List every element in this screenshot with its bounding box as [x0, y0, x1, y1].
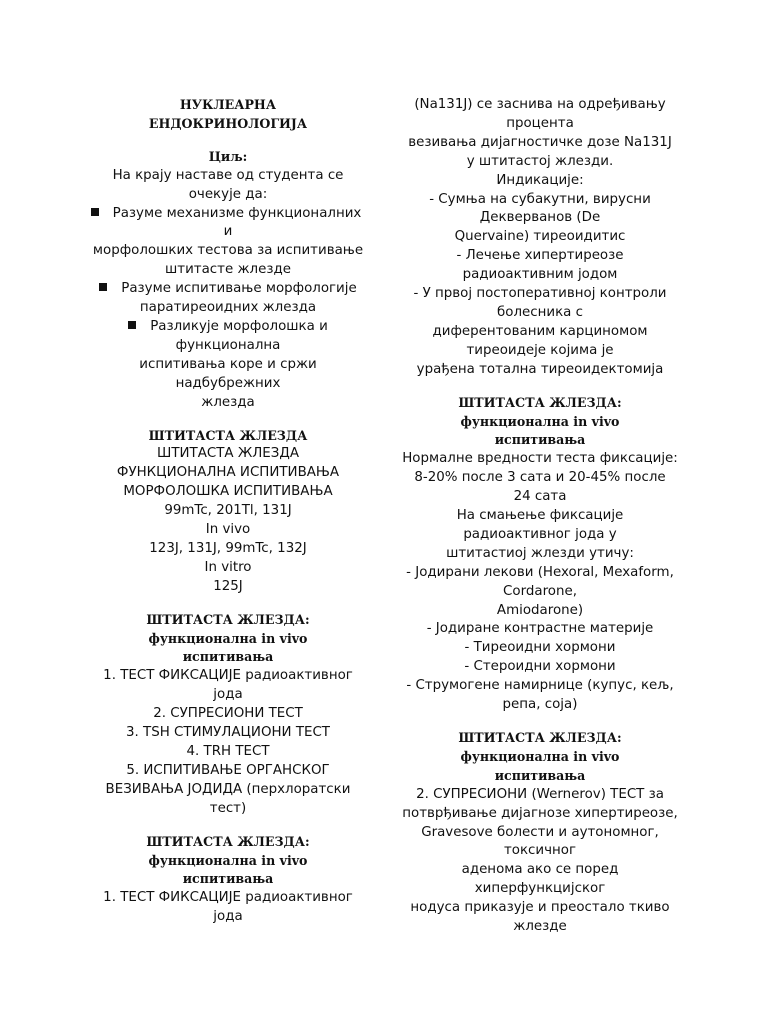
- section-line: ВЕЗИВАЊА ЈОДИДА (перхлоратски: [105, 781, 351, 797]
- section-subheading: функционална in vivo: [148, 630, 308, 646]
- section-subheading: испитивања: [182, 871, 274, 887]
- bullet-text-line: функционална: [175, 337, 281, 353]
- bullet-text: Разуме механизме функционалних: [112, 205, 362, 221]
- bullet-text-line: штитасте жлезде: [165, 262, 291, 278]
- bullet-item: [90, 318, 366, 337]
- intro-line: болесника с: [497, 304, 583, 320]
- document-title-line-2: ЕНДОКРИНОЛОГИЈА: [148, 115, 308, 131]
- section-subheading: испитивања: [494, 767, 586, 783]
- section-line: нодуса приказује и преостало ткиво: [410, 900, 670, 916]
- section-line: репа, соја): [502, 697, 578, 713]
- intro-line: На крају наставе од студента се: [112, 167, 344, 183]
- square-bullet-icon: [99, 283, 107, 291]
- intro-line: - Лечење хипертиреозе: [456, 248, 624, 264]
- intro-line: у штитастој жлезди.: [466, 153, 614, 169]
- intro-line: - У првој постоперативној контроли: [413, 286, 667, 302]
- section-line: In vivo: [205, 522, 251, 538]
- intro-line: (Na131J) се заснива на одређивању: [414, 97, 666, 112]
- section-line: Gravesove болести и аутономног,: [421, 824, 659, 840]
- section-line: штитастиој жлезди утичу:: [446, 545, 634, 561]
- section-line: тест): [209, 800, 247, 816]
- bullet-text-line: жлезда: [201, 394, 255, 410]
- left-column: [90, 96, 366, 927]
- section-line: хиперфункцијског: [474, 881, 606, 897]
- section-subheading: функционална in vivo: [460, 413, 620, 429]
- section-line: - Струмогене намирнице (купус, кељ,: [406, 678, 674, 694]
- section-line: ШТИТАСТА ЖЛЕЗДА: [157, 446, 299, 462]
- section-subheading: испитивања: [182, 649, 274, 665]
- intro-line: урађена тотална тиреоидектомија: [416, 361, 664, 377]
- section-line: - Стероидни хормони: [464, 659, 616, 675]
- section-line: 24 сата: [513, 489, 567, 505]
- section-heading: ШТИТАСТА ЖЛЕЗДА:: [458, 394, 622, 410]
- section-line: потврђивање дијагнозе хипертиреозе,: [402, 805, 678, 821]
- section-line: 1. ТЕСТ ФИКСАЦИЈЕ радиоактивног: [103, 668, 353, 684]
- section-line: Нормалне вредности теста фиксације:: [402, 451, 678, 467]
- document-title-line-1: НУКЛЕАРНА: [179, 97, 277, 112]
- section-line: радиоактивног јода у: [463, 526, 617, 542]
- spacer: [90, 597, 366, 611]
- section-line: 99mTc, 201Tl, 131J: [164, 503, 292, 519]
- section-line: 4. TRH ТЕСТ: [186, 744, 270, 759]
- spacer: [398, 715, 682, 729]
- intro-line: тиреоидеје којима је: [466, 342, 614, 358]
- section-subheading: функционална in vivo: [148, 852, 308, 868]
- section-subheading: испитивања: [494, 432, 586, 448]
- bullet-item: [88, 205, 364, 224]
- section-heading: ШТИТАСТА ЖЛЕЗДА: [148, 427, 308, 443]
- intro-line: везивања дијагностичке дозе Na131J: [408, 134, 672, 150]
- section-line: ФУНКЦИОНАЛНА ИСПИТИВАЊА: [116, 465, 340, 481]
- section-heading: ШТИТАСТА ЖЛЕЗДА:: [146, 611, 310, 627]
- spacer: [90, 413, 366, 427]
- section-line: жлезде: [513, 919, 567, 935]
- goal-heading: Циљ:: [208, 148, 248, 164]
- intro-line: Quervaine) тиреоидитис: [454, 229, 626, 245]
- intro-line: процента: [506, 115, 574, 131]
- section-line: 1. ТЕСТ ФИКСАЦИЈЕ радиоактивног: [103, 890, 353, 906]
- section-heading: ШТИТАСТА ЖЛЕЗДА:: [146, 833, 310, 849]
- spacer: [90, 819, 366, 833]
- spacer: [90, 134, 366, 148]
- bullet-text: Разликује морфолошка и: [150, 318, 328, 334]
- intro-line: очекује да:: [188, 186, 268, 202]
- section-line: јода: [213, 909, 243, 925]
- section-line: Amiodarone): [496, 602, 584, 618]
- section-line: Cordarone,: [503, 583, 577, 599]
- intro-line: диферентованим карциномом: [432, 323, 648, 339]
- bullet-text-line: морфолошких тестова за испитивање: [92, 243, 364, 259]
- bullet-text-line: испитивања коре и сржи: [139, 356, 317, 372]
- section-line: - Јодирани лекови (Hexoral, Mexaform,: [406, 564, 674, 580]
- section-line: 125J: [213, 578, 243, 594]
- intro-line: - Сумња на субакутни, вирусни: [429, 191, 651, 207]
- section-line: 123J, 131J, 99mTc, 132J: [149, 540, 307, 556]
- bullet-item: [90, 280, 366, 299]
- section-line: токсичног: [503, 843, 577, 859]
- square-bullet-icon: [91, 208, 99, 216]
- intro-line: Декверванов (De: [479, 210, 601, 226]
- section-line: аденома ако се поред: [461, 862, 619, 878]
- intro-line: Индикације:: [496, 172, 584, 188]
- section-line: 2. СУПРЕСИОНИ (Wernerov) ТЕСТ за: [416, 786, 664, 802]
- section-line: - Тиреоидни хормони: [464, 640, 616, 656]
- bullet-text: Разуме испитивање морфологије: [121, 281, 357, 297]
- section-line: 8-20% после 3 сата и 20-45% после: [414, 470, 666, 486]
- section-line: 5. ИСПИТИВАЊЕ ОРГАНСКОГ: [126, 762, 330, 778]
- section-line: 3. TSH СТИМУЛАЦИОНИ ТЕСТ: [126, 725, 330, 741]
- section-heading: ШТИТАСТА ЖЛЕЗДА:: [458, 730, 622, 745]
- section-line: - Јодиране контрастне материје: [426, 621, 654, 637]
- section-line: МОРФОЛОШКА ИСПИТИВАЊА: [123, 484, 333, 500]
- bullet-text-line: паратиреоидних жлезда: [139, 300, 317, 316]
- square-bullet-icon: [128, 321, 136, 329]
- section-line: јода: [213, 687, 243, 703]
- bullet-text-line: и: [223, 224, 233, 240]
- intro-line: радиоактивним јодом: [462, 267, 618, 283]
- section-line: На смањење фиксације: [456, 508, 624, 524]
- section-line: In vitro: [204, 559, 252, 575]
- section-line: 2. СУПРЕСИОНИ ТЕСТ: [153, 706, 303, 722]
- spacer: [398, 380, 682, 394]
- section-subheading: функционална in vivo: [460, 748, 620, 764]
- right-column: [398, 96, 682, 937]
- bullet-text-line: надбубрежних: [175, 375, 281, 391]
